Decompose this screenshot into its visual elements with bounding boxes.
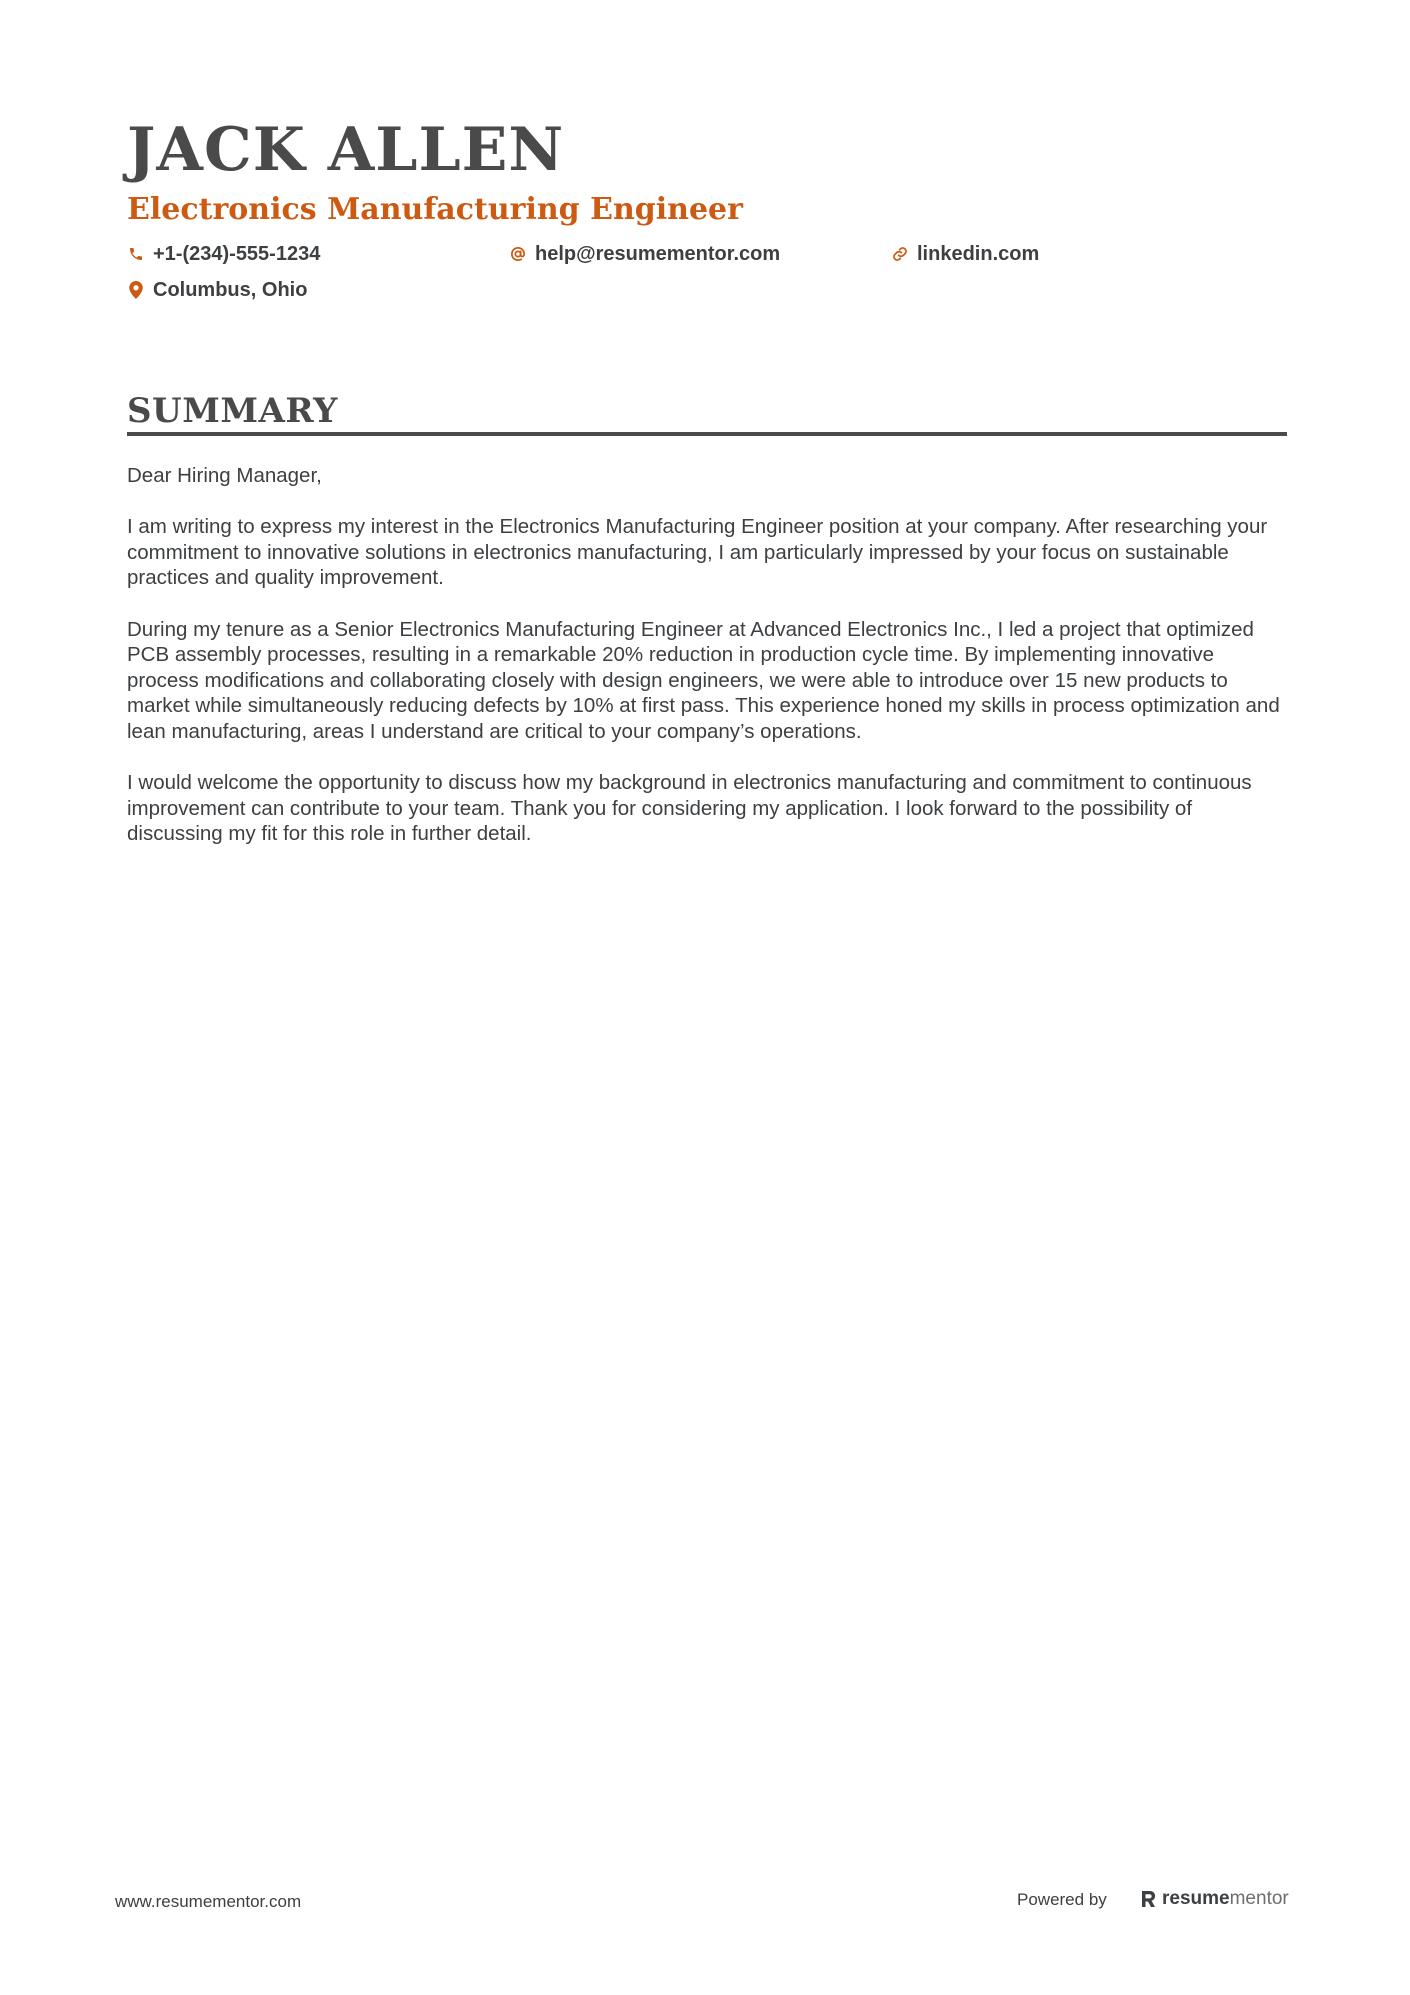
linkedin-text: linkedin.com bbox=[917, 242, 1040, 265]
letter-paragraph: I am writing to express my interest in the Electronics Manufacturing Engineer position at your company. After researching your commitment to innovative solutions in electronics manufacturing, I am particularly impressed by your focus on sustainable practices and quality improvement. bbox=[127, 515, 1268, 590]
phone-text: +1-(234)-555-1234 bbox=[153, 242, 321, 265]
brand-name-light: mentor bbox=[1229, 1888, 1289, 1909]
contact-location bbox=[127, 275, 307, 305]
letter-body bbox=[127, 463, 1287, 873]
location-text: Columbus, Ohio bbox=[153, 278, 308, 301]
contact-linkedin[interactable] bbox=[891, 239, 1039, 269]
resumementor-logo-icon bbox=[1140, 1889, 1158, 1909]
section-title-summary: SUMMARY bbox=[127, 391, 338, 431]
email-text: help@resumementor.com bbox=[535, 242, 781, 265]
footer-website-link[interactable]: www.resumementor.com bbox=[115, 1892, 302, 1911]
phone-icon bbox=[127, 245, 145, 263]
brand-name-bold: resume bbox=[1162, 1888, 1230, 1909]
contact-phone[interactable] bbox=[127, 239, 320, 269]
letter-paragraph: I would welcome the opportunity to discuss how my background in electronics manufacturing and commitment to continuous improvement can contribute to your team. Thank you for considering my application. I look forward to the possibility of discussing my fit for this role in further detail. bbox=[127, 771, 1252, 846]
at-icon bbox=[509, 245, 527, 263]
section-divider bbox=[127, 432, 1287, 436]
contact-email[interactable] bbox=[509, 239, 780, 269]
brand-logo[interactable] bbox=[1140, 1884, 1289, 1914]
link-icon bbox=[891, 245, 909, 263]
map-pin-icon bbox=[127, 281, 145, 299]
candidate-name: JACK ALLEN bbox=[127, 115, 565, 185]
letter-paragraph: During my tenure as a Senior Electronics Manufacturing Engineer at Advanced Electronics Inc., I led a project that optimized PCB assembly processes, resulting in a remarkable 20% reduction in production cycle time. By implementing innovative process modifications and collaborating closely with design engineers, we were able to introduce over 15 new products to market while simultaneously reducing defects by 10% at first pass. This experience honed my skills in process optimization and lean manufacturing, areas I understand are critical to your company’s operations. bbox=[127, 617, 1280, 743]
letter-salutation: Dear Hiring Manager, bbox=[127, 464, 322, 487]
powered-by-label: Powered by bbox=[1017, 1890, 1107, 1909]
job-title: Electronics Manufacturing Engineer bbox=[127, 192, 743, 227]
